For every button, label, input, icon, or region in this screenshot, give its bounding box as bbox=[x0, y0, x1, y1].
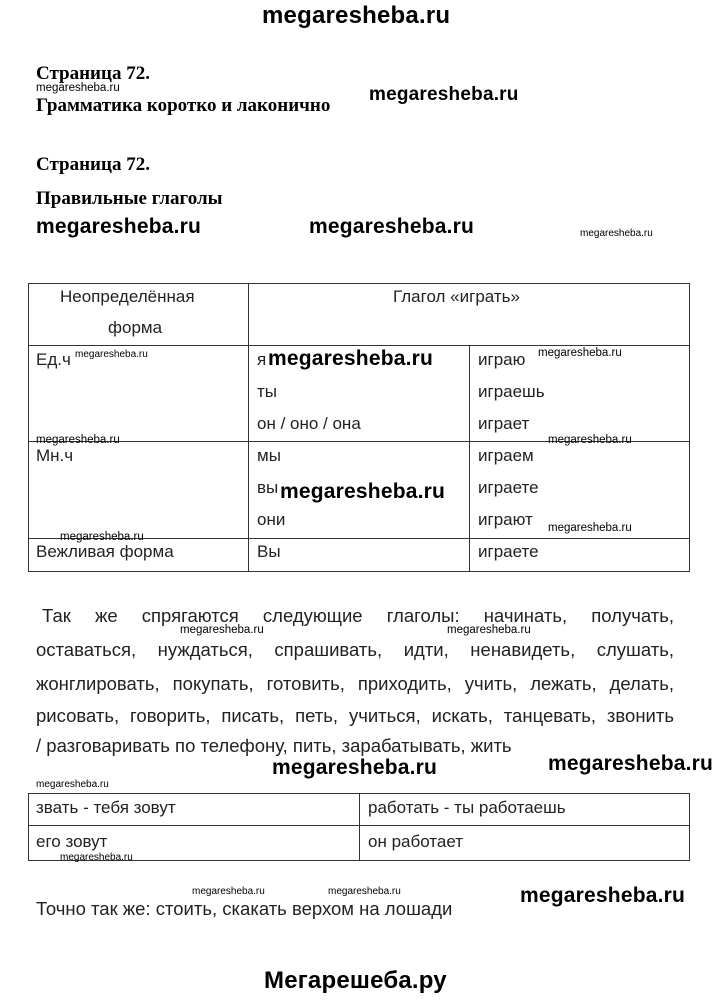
watermark: megaresheba.ru bbox=[309, 215, 475, 238]
pronoun-cell: они bbox=[257, 510, 286, 529]
paragraph-line: жонглировать, покупать, готовить, приходить, учить, лежать, делать, bbox=[36, 673, 674, 694]
row-label-polite: Вежливая форма bbox=[36, 542, 174, 561]
pronoun-cell: ты bbox=[257, 382, 278, 401]
watermark: megaresheba.ru bbox=[280, 480, 446, 503]
verb-form-cell: играете bbox=[478, 542, 539, 561]
verb-form-cell: играю bbox=[478, 350, 526, 369]
watermark: megaresheba.ru bbox=[520, 884, 686, 907]
paragraph-line: оставаться, нуждаться, спрашивать, идти, ненавидеть, слушать, bbox=[36, 639, 674, 660]
paragraph-line: / разговаривать по телефону, пить, зарабатывать, жить bbox=[36, 735, 512, 756]
watermark: megaresheba.ru bbox=[60, 531, 144, 543]
pronoun-cell: мы bbox=[257, 446, 281, 465]
watermark: megaresheba.ru bbox=[36, 434, 120, 446]
pronoun-cell: вы bbox=[257, 478, 279, 497]
watermark: megaresheba.ru bbox=[36, 82, 120, 94]
section-title: Грамматика коротко и лаконично bbox=[36, 95, 331, 116]
verb-form-cell: играете bbox=[478, 478, 539, 497]
watermark: megaresheba.ru bbox=[272, 756, 438, 779]
row-label-plural: Мн.ч bbox=[36, 446, 74, 465]
example-cell: работать - ты работаешь bbox=[368, 798, 566, 817]
table-header-infinitive: Неопределённая bbox=[60, 287, 195, 306]
watermark: megaresheba.ru bbox=[548, 434, 632, 446]
verb-form-cell: играет bbox=[478, 414, 530, 433]
pronoun-cell: Вы bbox=[257, 542, 281, 561]
site-header: megaresheba.ru bbox=[262, 2, 451, 29]
footer-brand: Мегарешеба.ру bbox=[264, 967, 447, 994]
verb-form-cell: играют bbox=[478, 510, 533, 529]
verb-form-cell: играем bbox=[478, 446, 534, 465]
subsection-title: Правильные глаголы bbox=[36, 188, 223, 209]
page-number-heading: Страница 72. bbox=[36, 154, 150, 175]
watermark: megaresheba.ru bbox=[447, 624, 531, 636]
paragraph-line: Так же спрягаются следующие глаголы: начинать, получать, bbox=[42, 605, 674, 626]
watermark: megaresheba.ru bbox=[328, 886, 401, 897]
watermark: megaresheba.ru bbox=[36, 215, 202, 238]
example-cell: его зовут bbox=[36, 832, 108, 851]
pronoun-cell: я bbox=[257, 350, 267, 369]
table-header-infinitive-2: форма bbox=[108, 318, 163, 337]
watermark: megaresheba.ru bbox=[538, 347, 622, 359]
watermark: megaresheba.ru bbox=[192, 886, 265, 897]
watermark: megaresheba.ru bbox=[268, 347, 434, 370]
watermark: megaresheba.ru bbox=[36, 779, 109, 790]
page-number-heading: Страница 72. bbox=[36, 63, 150, 84]
table-header-verb: Глагол «играть» bbox=[393, 287, 520, 306]
watermark: megaresheba.ru bbox=[180, 624, 264, 636]
row-label-singular: Ед.ч bbox=[36, 350, 71, 369]
pronoun-cell: он / оно / она bbox=[257, 414, 361, 433]
paragraph-line: рисовать, говорить, писать, петь, учиться, искать, танцевать, звонить bbox=[36, 705, 674, 726]
watermark: megaresheba.ru bbox=[548, 522, 632, 534]
watermark: megaresheba.ru bbox=[369, 84, 519, 105]
watermark: megaresheba.ru bbox=[580, 228, 653, 239]
example-cell: звать - тебя зовут bbox=[36, 798, 176, 817]
watermark: megaresheba.ru bbox=[60, 852, 133, 863]
example-cell: он работает bbox=[368, 832, 464, 851]
footer-note: Точно так же: стоить, скакать верхом на лошади bbox=[36, 898, 453, 919]
watermark: megaresheba.ru bbox=[75, 349, 148, 360]
verb-form-cell: играешь bbox=[478, 382, 545, 401]
watermark: megaresheba.ru bbox=[548, 752, 714, 775]
